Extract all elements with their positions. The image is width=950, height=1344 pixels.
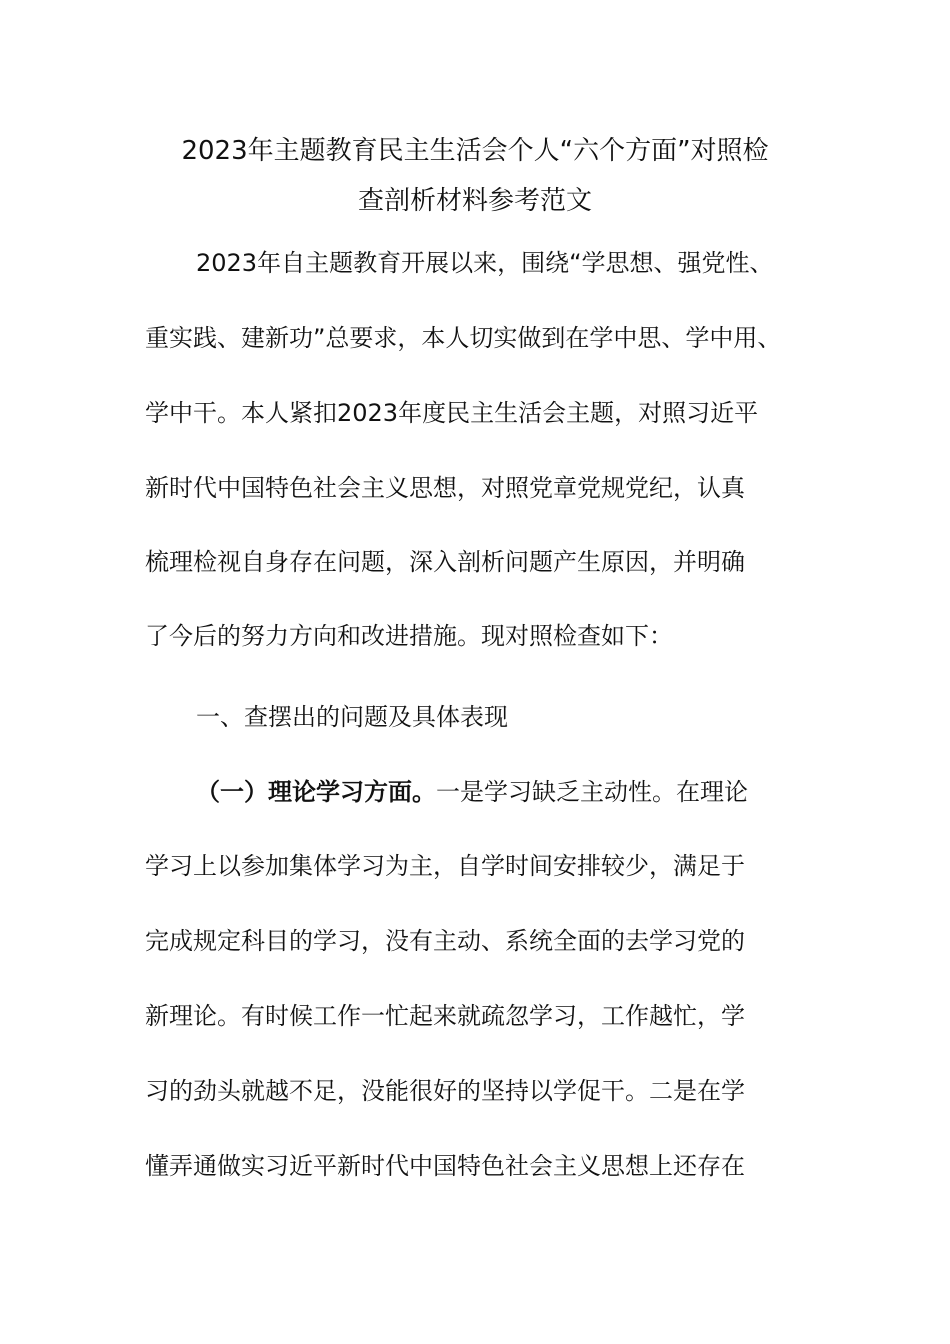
subsection-line-6: 懂弄通做实习近平新时代中国特色社会主义思想上还存在 — [145, 1152, 745, 1180]
intro-line-6: 了今后的努力方向和改进措施。现对照检查如下： — [145, 622, 673, 650]
intro-line-2: 重实践、建新功”总要求，本人切实做到在学中思、学中用、 — [145, 324, 782, 352]
document-title-line-1: 2023年主题教育民主生活会个人“六个方面”对照检 — [181, 136, 769, 166]
subsection-line-5: 习的劲头就越不足，没能很好的坚持以学促干。二是在学 — [145, 1077, 745, 1105]
subsection-first-line — [196, 776, 866, 808]
subsection-line-1: 一是学习缺乏主动性。在理论 — [436, 778, 748, 806]
intro-line-4: 新时代中国特色社会主义思想，对照党章党规党纪，认真 — [145, 474, 745, 502]
subsection-line-2: 学习上以参加集体学习为主，自学时间安排较少，满足于 — [145, 852, 745, 880]
document-title-line-2: 查剖析材料参考范文 — [357, 186, 592, 216]
subsection-line-4: 新理论。有时候工作一忙起来就疏忽学习，工作越忙，学 — [145, 1002, 745, 1030]
intro-line-1: 2023年自主题教育开展以来，围绕“学思想、强党性、 — [196, 249, 774, 277]
section-heading: 一、查摆出的问题及具体表现 — [196, 703, 508, 731]
intro-line-3: 学中干。本人紧扣2023年度民主生活会主题，对照习近平 — [145, 399, 759, 427]
intro-line-5: 梳理检视自身存在问题，深入剖析问题产生原因，并明确 — [145, 548, 745, 576]
subsection-line-3: 完成规定科目的学习，没有主动、系统全面的去学习党的 — [145, 927, 745, 955]
subsection-label: （一）理论学习方面。 — [196, 778, 436, 806]
